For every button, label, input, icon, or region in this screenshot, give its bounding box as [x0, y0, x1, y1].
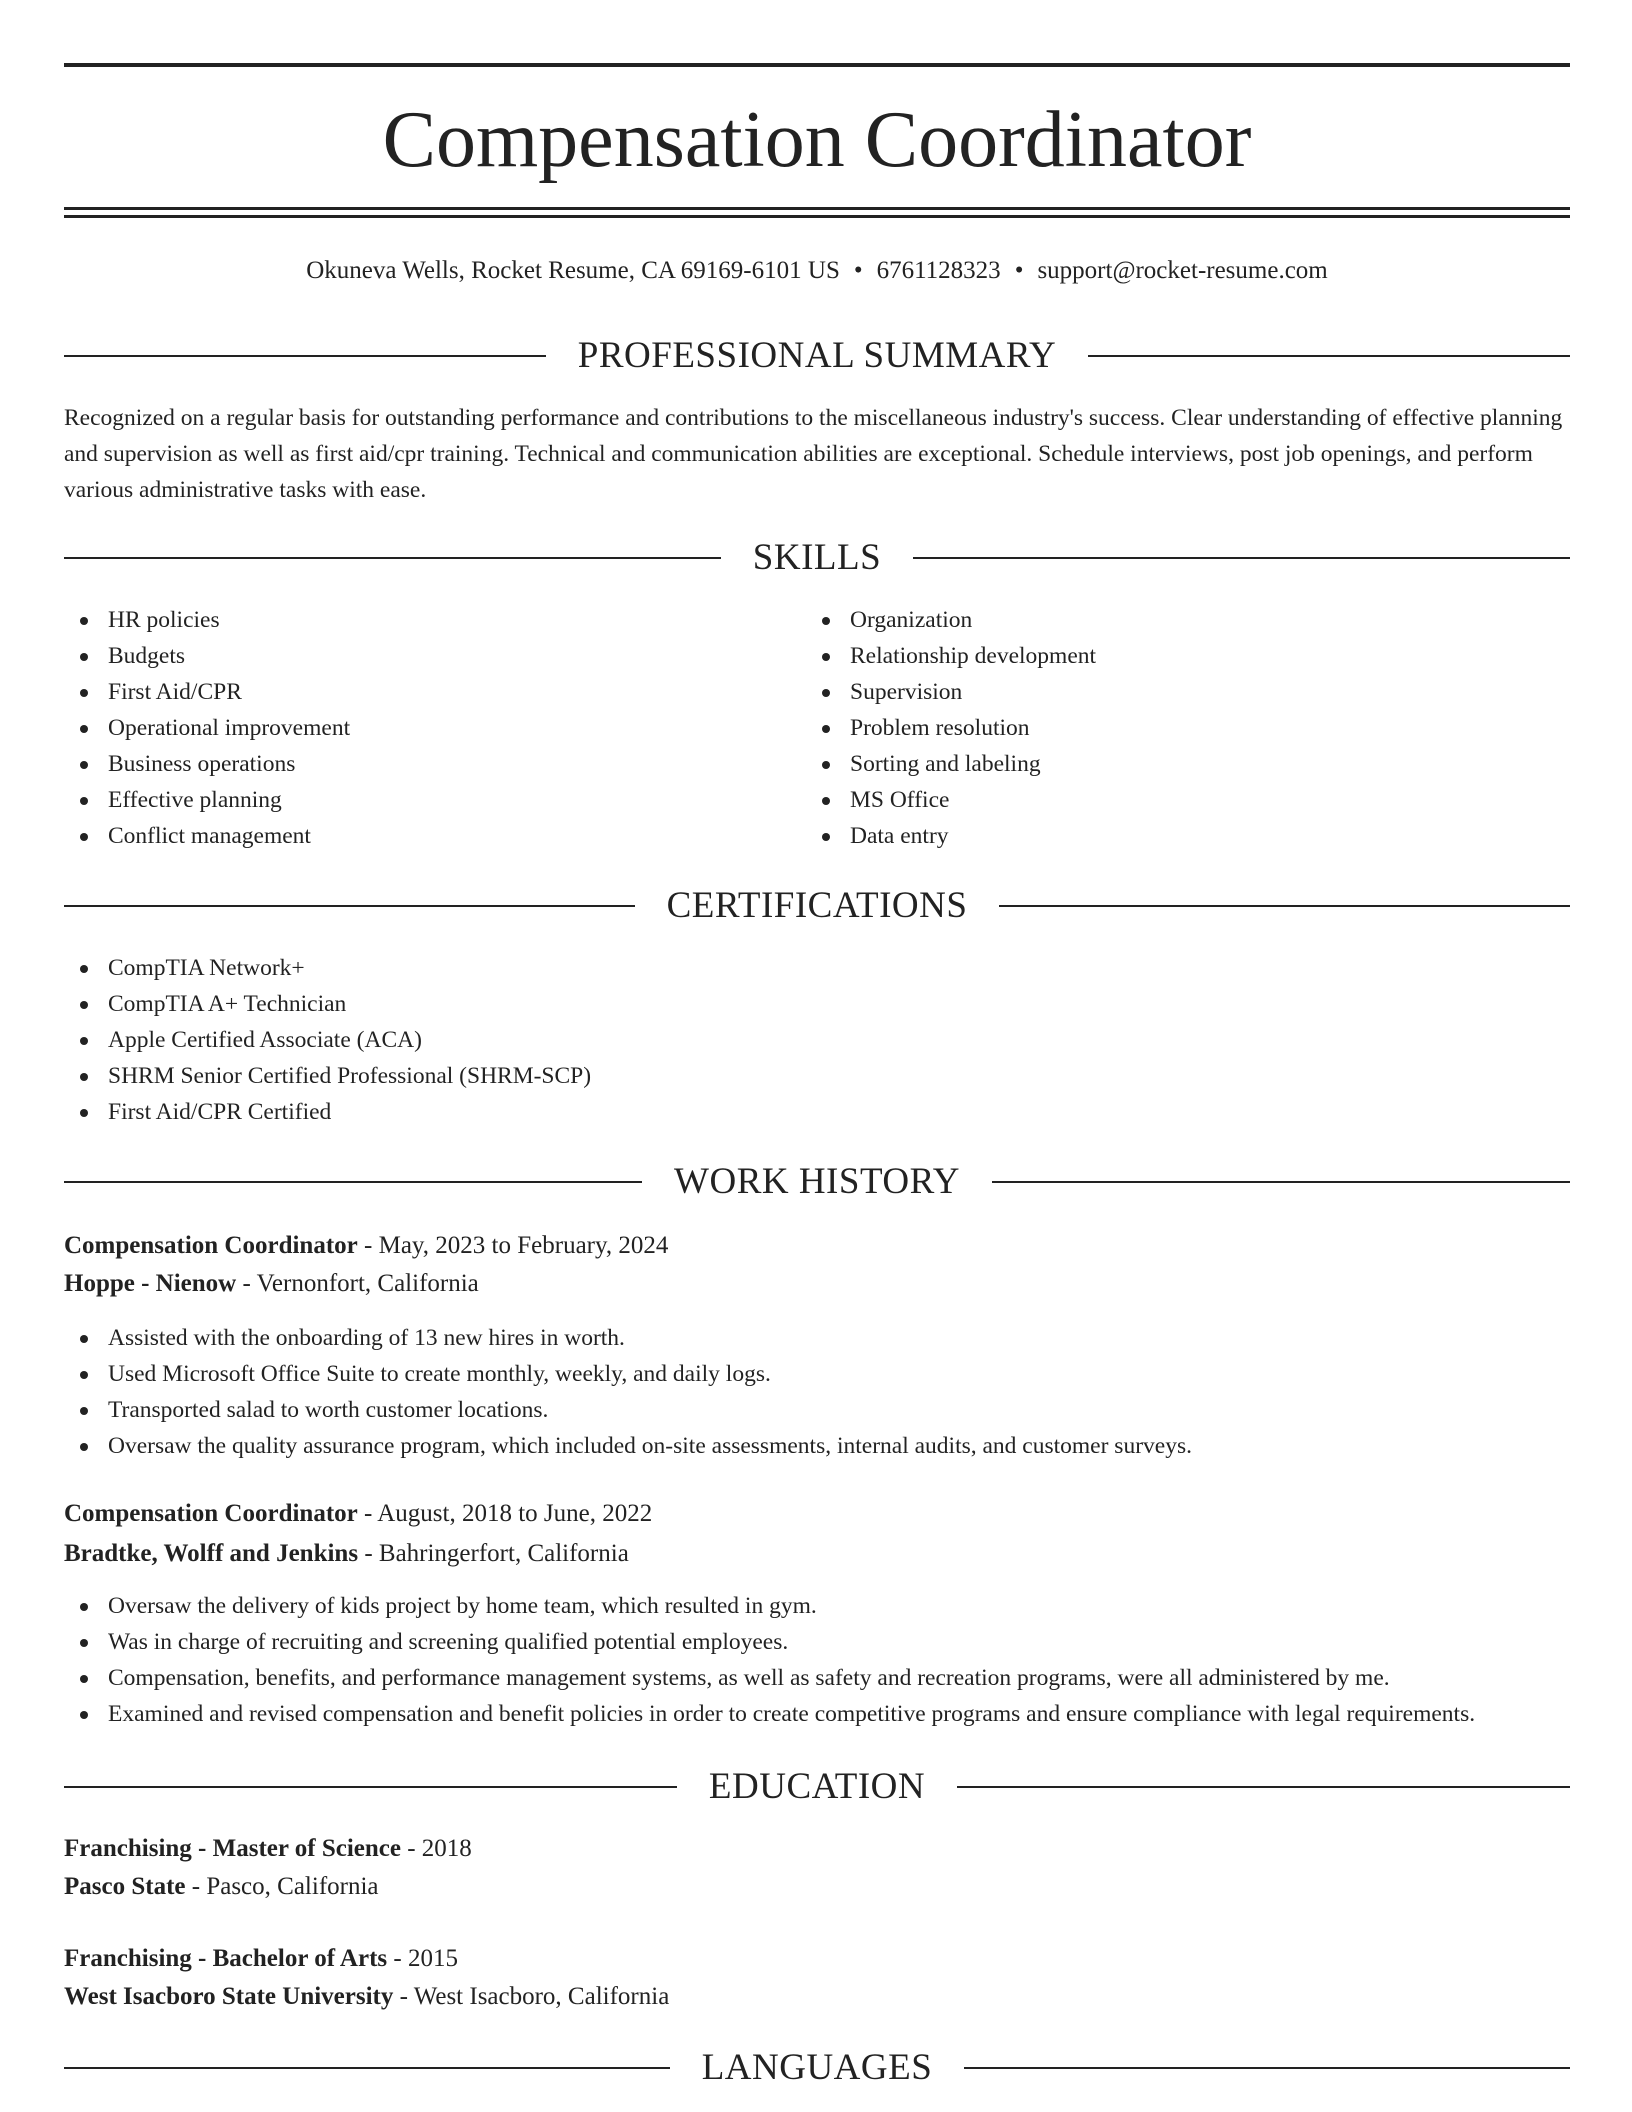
- heading-rule: [964, 2067, 1570, 2069]
- section-heading-skills: [64, 536, 1570, 580]
- education-school: West Isacboro State University: [64, 1983, 394, 2010]
- job-bullet: Transported salad to worth customer locations.: [64, 1392, 1192, 1428]
- job-bullet: Used Microsoft Office Suite to create monthly, weekly, and daily logs.: [64, 1356, 1192, 1392]
- education-degree-line: [64, 1940, 1570, 1978]
- certification-item: SHRM Senior Certified Professional (SHRM-SCP): [64, 1058, 591, 1094]
- skill-item: Conflict management: [64, 818, 350, 854]
- heading-label: WORK HISTORY: [674, 1161, 960, 1202]
- skills-list-right: [806, 602, 1096, 854]
- title-double-rule-lower: [64, 215, 1570, 218]
- heading-rule: [957, 1786, 1570, 1788]
- contact-line: [64, 254, 1570, 288]
- job-bullet: Was in charge of recruiting and screening qualified potential employees.: [64, 1624, 1475, 1660]
- education-degree: Franchising - Bachelor of Arts: [64, 1945, 388, 1972]
- heading-label: LANGUAGES: [701, 2047, 933, 2088]
- skill-item: Effective planning: [64, 782, 350, 818]
- certification-item: CompTIA A+ Technician: [64, 986, 591, 1022]
- job-company: Bradtke, Wolff and Jenkins: [64, 1540, 359, 1567]
- heading-rule: [64, 2067, 670, 2069]
- top-rule: [64, 63, 1570, 67]
- skill-item: Problem resolution: [806, 710, 1096, 746]
- certification-item: CompTIA Network+: [64, 950, 591, 986]
- title-double-rule-upper: [64, 207, 1570, 210]
- job-location: - Vernonfort, California: [236, 1270, 479, 1297]
- skill-item: First Aid/CPR: [64, 674, 350, 710]
- skill-item: Operational improvement: [64, 710, 350, 746]
- job-title-line: [64, 1227, 1570, 1265]
- heading-rule: [64, 557, 721, 559]
- section-heading-languages: [64, 2046, 1570, 2090]
- skills-list-left: [64, 602, 350, 854]
- education-degree-line: [64, 1830, 1570, 1868]
- section-heading-certifications: [64, 884, 1570, 928]
- job-company: Hoppe - Nienow: [64, 1270, 237, 1297]
- job-dates: - May, 2023 to February, 2024: [357, 1232, 669, 1259]
- section-heading-summary: [64, 334, 1570, 378]
- heading-label: SKILLS: [752, 537, 882, 578]
- skill-item: HR policies: [64, 602, 350, 638]
- education-year: - 2018: [400, 1835, 472, 1862]
- education-school: Pasco State: [64, 1873, 186, 1900]
- contact-address: Okuneva Wells, Rocket Resume, CA 69169-6101 US: [306, 257, 840, 284]
- job-bullet: Oversaw the delivery of kids project by home team, which resulted in gym.: [64, 1588, 1475, 1624]
- section-heading-work-history: [64, 1160, 1570, 1204]
- section-heading-education: [64, 1765, 1570, 1809]
- skill-item: Budgets: [64, 638, 350, 674]
- heading-rule: [64, 355, 546, 357]
- certification-item: Apple Certified Associate (ACA): [64, 1022, 591, 1058]
- heading-rule: [64, 905, 635, 907]
- skill-item: Sorting and labeling: [806, 746, 1096, 782]
- heading-rule: [992, 1181, 1570, 1183]
- job-bullets: [64, 1588, 1475, 1732]
- heading-rule: [64, 1786, 677, 1788]
- job-role: Compensation Coordinator: [64, 1500, 358, 1527]
- resume-title: Compensation Coordinator: [382, 96, 1252, 184]
- heading-label: CERTIFICATIONS: [666, 885, 968, 926]
- heading-label: EDUCATION: [708, 1766, 926, 1807]
- skill-item: MS Office: [806, 782, 1096, 818]
- job-location: - Bahringerfort, California: [358, 1540, 629, 1567]
- certification-item: First Aid/CPR Certified: [64, 1094, 591, 1130]
- education-location: - Pasco, California: [185, 1873, 379, 1900]
- skill-item: Data entry: [806, 818, 1096, 854]
- contact-email[interactable]: support@rocket-resume.com: [1037, 257, 1328, 284]
- education-school-line: [64, 1868, 1570, 1906]
- skill-item: Supervision: [806, 674, 1096, 710]
- certifications-list: [64, 950, 591, 1130]
- education-school-line: [64, 1978, 1570, 2016]
- summary-text: Recognized on a regular basis for outstanding performance and contributions to the miscellaneous industry's success. Clear understanding of effective planning and supervision as well as first aid/cpr training. Technical and communication abilities are exceptional. Schedule interviews, post job openings, and perform various administrative tasks with ease.: [64, 405, 1563, 503]
- education-degree: Franchising - Master of Science: [64, 1835, 401, 1862]
- job-company-line: [64, 1535, 1570, 1573]
- education-year: - 2015: [387, 1945, 458, 1972]
- heading-rule: [913, 557, 1570, 559]
- heading-rule: [999, 905, 1570, 907]
- job-bullets: [64, 1320, 1192, 1464]
- heading-label: PROFESSIONAL SUMMARY: [577, 335, 1057, 376]
- job-bullet: Compensation, benefits, and performance management systems, as well as safety and recreation programs, were all administered by me.: [64, 1660, 1475, 1696]
- job-bullet: Examined and revised compensation and benefit policies in order to create competitive programs and ensure compliance with legal requirements.: [64, 1696, 1475, 1732]
- job-bullet: Assisted with the onboarding of 13 new hires in worth.: [64, 1320, 1192, 1356]
- job-company-line: [64, 1265, 1570, 1303]
- skill-item: Organization: [806, 602, 1096, 638]
- contact-phone: 6761128323: [876, 257, 1001, 284]
- heading-rule: [1088, 355, 1570, 357]
- contact-separator: •: [1014, 257, 1024, 284]
- job-bullet: Oversaw the quality assurance program, which included on-site assessments, internal audits, and customer surveys.: [64, 1428, 1192, 1464]
- skill-item: Relationship development: [806, 638, 1096, 674]
- skill-item: Business operations: [64, 746, 350, 782]
- job-title-line: [64, 1495, 1570, 1533]
- contact-separator: •: [853, 257, 863, 284]
- job-dates: - August, 2018 to June, 2022: [357, 1500, 653, 1527]
- education-location: - West Isacboro, California: [393, 1983, 670, 2010]
- job-role: Compensation Coordinator: [64, 1232, 358, 1259]
- heading-rule: [64, 1181, 642, 1183]
